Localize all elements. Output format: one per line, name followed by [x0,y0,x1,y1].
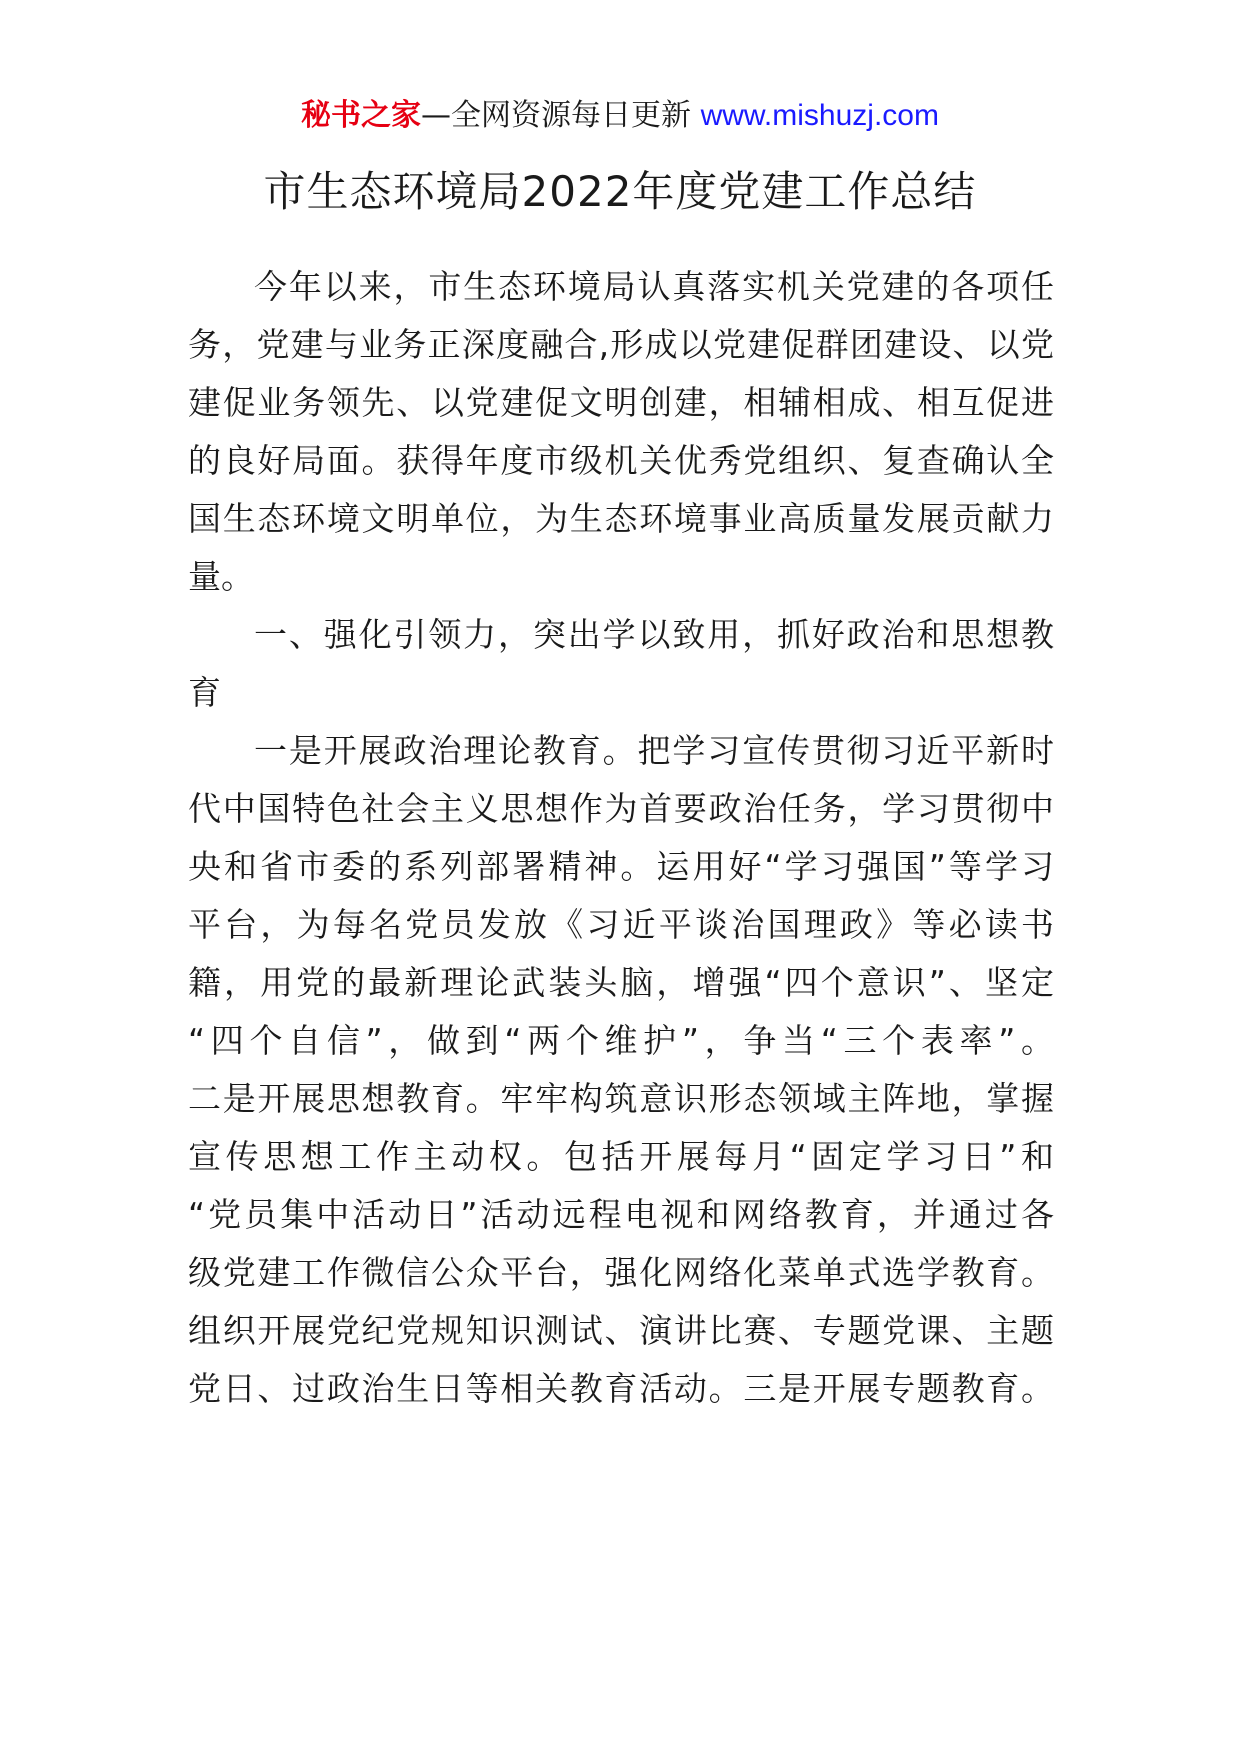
body-line: 的良好局面。获得年度市级机关优秀党组织、复查确认全 [188,441,1054,480]
body-line: 央和省市委的系列部署精神。运用好“学习强国”等学习 [188,847,1054,886]
section-heading-line: 育 [188,673,221,712]
body-line: 二是开展思想教育。牢牢构筑意识形态领域主阵地，掌握 [188,1079,1054,1118]
body-line: 务，党建与业务正深度融合,形成以党建促群团建设、以党 [188,325,1054,364]
body-line: 平台，为每名党员发放《习近平谈治国理政》等必读书 [188,905,1054,944]
site-url-link[interactable]: www.mishuzj.com [700,99,939,132]
body-line: 籍，用党的最新理论武装头脑，增强“四个意识”、坚定 [188,963,1054,1002]
site-tagline: —全网资源每日更新 [421,98,692,133]
body-line: 量。 [188,557,254,596]
section-heading-line: 一、强化引领力，突出学以致用，抓好政治和思想教 [254,615,1054,654]
site-brand: 秘书之家 [301,98,422,133]
document-title: 市生态环境局2022年度党建工作总结 [263,167,977,216]
body-line: “党员集中活动日”活动远程电视和网络教育，并通过各 [188,1195,1054,1234]
body-line: 代中国特色社会主义思想作为首要政治任务，学习贯彻中 [188,789,1054,828]
body-line: “四个自信”，做到“两个维护”，争当“三个表率”。 [188,1021,1054,1060]
body-line: 建促业务领先、以党建促文明创建，相辅相成、相互促进 [188,383,1054,422]
body-line: 级党建工作微信公众平台，强化网络化菜单式选学教育。 [188,1253,1054,1292]
body-line: 宣传思想工作主动权。包括开展每月“固定学习日”和 [188,1137,1054,1176]
body-line: 党日、过政治生日等相关教育活动。三是开展专题教育。 [188,1369,1054,1408]
site-header [0,96,1240,136]
body-line: 今年以来，市生态环境局认真落实机关党建的各项任 [254,267,1054,306]
body-line: 国生态环境文明单位，为生态环境事业高质量发展贡献力 [188,499,1054,538]
body-line: 一是开展政治理论教育。把学习宣传贯彻习近平新时 [254,731,1054,770]
body-line: 组织开展党纪党规知识测试、演讲比赛、专题党课、主题 [188,1311,1054,1350]
